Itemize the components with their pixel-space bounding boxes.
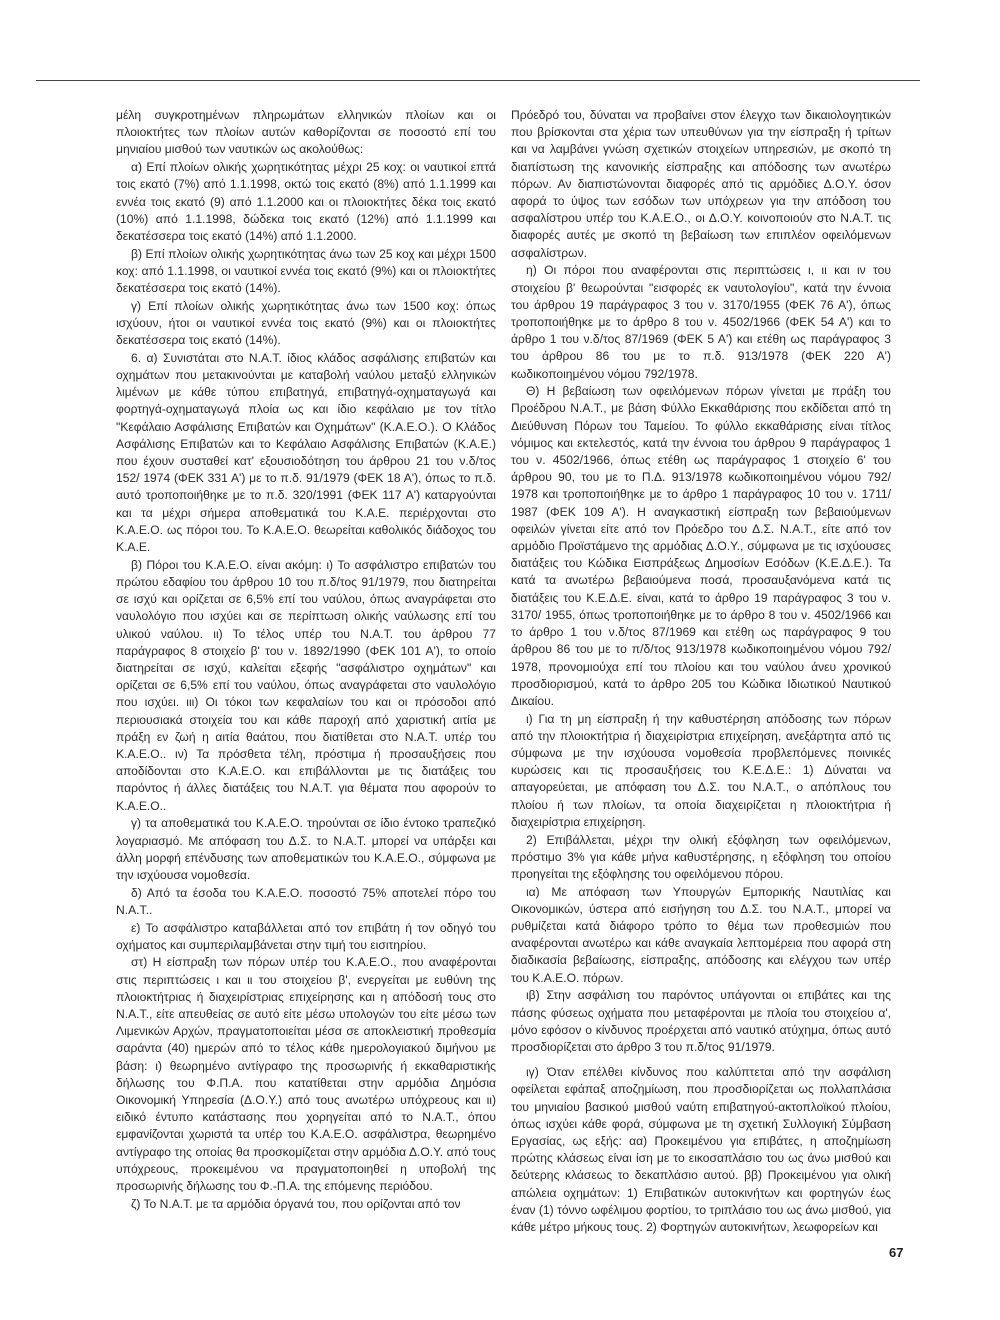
left-text-column [116,107,496,1214]
paragraph: Πρόεδρό του, δύναται να προβαίνει στον έλεγχο των δικαιολογητικών που βρίσκονται στα χέρια των υπευθύνων για την είσπραξη ή τρίτων και να λαμβάνει γνώση σχετικών στοιχείων υπηρεσιών, με σκοπό τη διαπίστωση της κανονικής είσπραξης και απόδοσης των ανωτέρω πόρων. Αν διαπιστώνονται διαφορές από τις αρμόδιες Δ.Ο.Υ. όσον αφορά το ύψος των εσόδων των υπόχρεων για την απόδοση του ασφαλίστρου υπέρ του Κ.Α.Ε.Ο., οι Δ.Ο.Υ. κοινοποιούν στο Ν.Α.Τ. τις διαφορές αυτές με σκοπό τη βεβαίωση των επιπλέον οφειλόμενων ασφαλίστρων. [511,108,891,260]
paragraph: β) Επί πλοίων ολικής χωρητικότητας άνω των 25 κοχ και μέχρι 1500 κοχ: από 1.1.1998, οι ναυτικοί εννέα τοις εκατό (9%) και οι πλοιοκτήτες δεκατέσσερα τοις εκατό (14%). [116,246,496,296]
page-number: 67 [889,1245,904,1260]
paragraph: 2) Επιβάλλεται, μέχρι την ολική εξόφληση των οφειλόμενων, πρόστιμο 3% για κάθε μήνα καθυστέρησης, η εξόφληση του οποίου προηγείται της εξόφλησης του οφειλόμενου πόρου. [511,832,891,881]
paragraph: 6. α) Συνιστάται στο Ν.Α.Τ. ίδιος κλάδος ασφάλισης επιβατών και οχημάτων που μετακινούνται με καταβολή ναύλου μεταξύ ελληνικών λιμένων με κάθε τύπου επιβατηγά, επιβατηγά-οχηματαγωγά και φορτηγά-οχηματαγωγά πλοία ως και ίδιο κεφάλαιο με τον τίτλο "Κεφάλαιο Ασφάλισης Επιβατών και Οχημάτων" (Κ.Α.Ε.Ο.). Ο Κλάδος Ασφάλισης Επιβατών και το Κεφάλαιο Ασφάλισης Επιβατών (Κ.Α.Ε.) που έχουν συσταθεί κατ' εξουσιοδότηση του άρθρου 21 του ν.δ/τος 152/ 1974 (ΦΕΚ 331 Α') με το π.δ. 91/1979 (ΦΕΚ 18 Α'), όπως το π.δ. αυτό τροποποιήθηκε με το π.δ. 320/1991 (ΦΕΚ 117 Α') καταργούνται και τα μέχρι σήμερα αποθεματικά του Κ.Α.Ε. περιέρχονται στο Κ.Α.Ε.Ο. ως πόροι του. Το Κ.Α.Ε.Ο. θεωρείται καθολικός διάδοχος του Κ.Α.Ε. [116,350,496,555]
paragraph: γ) τα αποθεματικά του Κ.Α.Ε.Ο. τηρούνται σε ίδιο έντοκο τραπεζικό λογαριασμό. Με απόφαση του Δ.Σ. το Ν.Α.Τ. μπορεί να υπάρξει και άλλη μορφή επένδυσης των αποθεματικών του Κ.Α.Ε.Ο., σύμφωνα με την ισχύουσα νομοθεσία. [116,816,496,882]
paragraph: α) Επί πλοίων ολικής χωρητικότητας μέχρι 25 κοχ: οι ναυτικοί επτά τοις εκατό (7%) από 1.1.1998, οκτώ τοις εκατό (8%) από 1.1.1999 και εννέα τοις εκατό (9) από 1.1.2000 και οι πλοιοκτήτες δέκα τοις εκατό (10%) από 1.1.1998, δώδεκα τοις εκατό (12%) από 1.1.1999 και δεκατέσσερα τοις εκατό (14%) από 1.1.2000. [116,160,496,243]
paragraph: η) Οι πόροι που αναφέρονται στις περιπτώσεις ι, ιι και ιν του στοιχείου β' θεωρούνται "εισφορές εκ ναυτολογίου", κατά την έννοια του άρθρου 19 παράγραφος 3 του ν. 3170/1955 (ΦΕΚ 76 Α'), όπως τροποποιήθηκε με το άρθρο 8 του ν. 4502/1966 (ΦΕΚ 54 Α') και το άρθρο 1 του ν.δ/τος 87/1969 (ΦΕΚ 5 Α') και ετέθη ως παράγραφος 3 του άρθρου 86 του με το π.δ. 913/1978 (ΦΕΚ 220 Α') κωδικοποιημένου νόμου 792/1978. [511,263,891,381]
paragraph: γ) Επί πλοίων ολικής χωρητικότητας άνω των 1500 κοχ: όπως ισχύουν, ήτοι οι ναυτικοί εννέα τοις εκατό (9%) και οι πλοιοκτήτες δεκατέσσερα τοις εκατό (14%). [116,298,496,348]
paragraph: β) Πόροι του Κ.Α.Ε.Ο. είναι ακόμη: ι) Το ασφάλιστρο επιβατών του πρώτου εδαφίου του άρθρου 10 του π.δ/τος 91/1979, που διατηρείται σε ισχύ και ορίζεται σε 6,5% επί του ναύλου, όπως αναγράφεται στο ναυλολόγιο που ισχύει και σε περίπτωση ολικής ναύλωσης επί του υλικού ναύλου. ιι) Το τέλος υπέρ του Ν.Α.Τ. του άρθρου 77 παράγραφος 8 στοιχείο β' του ν. 1892/1990 (ΦΕΚ 101 Α'), το οποίο διατηρείται σε ισχύ, καλείται εξεφής "ασφάλιστρο οχημάτων" και ορίζεται σε 6,5% επί του ναύλου, όπως αναγράφεται στο ναυλολόγιο που ισχύει. ιιι) Οι τόκοι των κεφαλαίων του και οι πρόσοδοι από περιουσιακά στοιχεία του και κάθε παροχή από χαριστική αιτία με πράξη εν ζωή η αιτία θαάτου, που διατίθεται στο Ν.Α.Τ. υπέρ του Κ.Α.Ε.Ο.. ιν) Τα πρόσθετα τέλη, πρόστιμα ή προσαυξήσεις που αποδίδονται στο Κ.Α.Ε.Ο. και επιβάλλονται με τις διατάξεις του παρόντος ή άλλες διατάξεις του Ν.Α.Τ. για θέματα που αφορούν το Κ.Α.Ε.Ο.. [116,557,496,813]
paragraph: μέλη συγκροτημένων πληρωμάτων ελληνικών πλοίων και οι πλοιοκτήτες των πλοίων αυτών καθορίζονται σε ποσοστό επί του μηνιαίου μισθού των ναυτικών ως ακολούθως: [116,108,496,157]
paragraph: Θ) Η βεβαίωση των οφειλόμενων πόρων γίνεται με πράξη του Προέδρου Ν.Α.Τ., με βάση Φύλλο Εκκαθάρισης που εκδίδεται από τη Διεύθυνση Πόρων του Ταμείου. Το φύλλο εκκαθάρισης είναι τίτλος νόμιμος και εκτελεστός, κατά την έννοια του άρθρου 9 παράγραφος 1 του ν. 4502/1966, όπως ετέθη ως παράγραφος 1 στοιχείο 6' του άρθρου 90, του με το Π.Δ. 913/1978 κωδικοποιημένου νόμου 792/ 1978 και τροποποιήθηκε με το άρθρο 1 παράγραφος 10 του ν. 1711/ 1987 (ΦΕΚ 109 Α'). Η αναγκαστική είσπραξη των βεβαιούμενων οφειλών γίνεται είτε από τον Πρόεδρο του Δ.Σ. Ν.Α.Τ., είτε από τον αρμόδιο Προϊστάμενο της αρμόδιας Δ.Ο.Υ., σύμφωνα με τις ισχύουσες διατάξεις του Κώδικα Εισπράξεως Δημοσίων Εσόδων (Κ.Ε.Δ.Ε.). Τα κατά τα ανωτέρω βεβαιούμενα ποσά, προσαυξανόμενα κατά τις διατάξεις του Κ.Ε.Δ.Ε. είναι, κατά το άρθρο 19 παράγραφος 3 του ν. 3170/ 1955, όπως τροποποιήθηκε με το άρθρο 8 του ν. 4502/1966 και το άρθρο 1 του ν.δ/τος 87/1969 και ετέθη ως παράγραφος 9 του άρθρου 86 του με το π/δ/τος 913/1978 κωδικοποιημένου νόμου 792/ 1978, προνομιούχα επί του πλοίου και του ναύλου άνευ χρονικού προσδιορισμού, κατά το άρθρο 205 του Κώδικα Ιδιωτικού Ναυτικού Δικαίου. [511,384,891,708]
header-rule [36,80,920,81]
paragraph: δ) Από τα έσοδα του Κ.Α.Ε.Ο. ποσοστό 75% αποτελεί πόρο του Ν.Α.Τ.. [116,885,496,917]
paragraph: στ) Η είσπραξη των πόρων υπέρ του Κ.Α.Ε.Ο., που αναφέρονται στις περιπτώσεις ι και ιι του στοιχείου β', ενεργείται με ευθύνη της πλοιοκτήτριας ή διαχειρίστριας επιχείρησης και η απόδοσή τους στο Ν.Α.Τ., είτε απευθείας σε αυτό είτε μέσω υπολογών του είτε μέσω των Λιμενικών Αρχών, πραγματοποιείται μέσα σε αποκλειστική προθεσμία σαράντα (40) ημερών από το τέλος κάθε ημερολογιακού διμήνου με βάση: ι) θεωρημένο αντίγραφο της προσωρινής ή εκκαθαριστικής δήλωσης του Φ.Π.Α. που κατατίθεται στην αρμόδια Δημόσια Οικονομική Υπηρεσία (Δ.Ο.Υ.) από τους ανωτέρω υπόχρεους και ιι) ειδικό έντυπο κατάστασης που χορηγείται από το Ν.Α.Τ., όπου εμφανίζονται χωριστά τα υπέρ του Κ.Α.Ε.Ο. ασφάλιστρα, θεωρημένο αντίγραφο της οποίας θα προσκομίζεται στην αρμόδια Δ.Ο.Υ. από τους υπόχρεους, προκειμένου να πραγματοποιηθεί η υποβολή της προσωρινής δήλωσης του Φ.-Π.Α. της επόμενης περιόδου. [116,955,496,1194]
paragraph: ε) Το ασφάλιστρο καταβάλλεται από τον επιβάτη ή τον οδηγό του οχήματος και συμπεριλαμβάνεται στην τιμή του εισιτηρίου. [116,920,496,952]
paragraph: ι) Για τη μη είσπραξη ή την καθυστέρηση απόδοσης των πόρων από την πλοιοκτήτρια ή διαχειρίστρια επιχείρηση, ανεξάρτητα από τις σύμφωνα με την ισχύουσα νομοθεσία προβλεπόμενες ποινικές κυρώσεις και τις προσαυξήσεις του Κ.Ε.Δ.Ε.: 1) Δύναται να απαγορεύεται, με απόφαση του Δ.Σ. του Ν.Α.Τ., ο απόπλους του πλοίου ή των πλοίων, τα οποία διαχειρίζεται η πλοιοκτήτρια ή διαχειρίστρια επιχείρηση. [511,711,891,829]
paragraph: ιγ) Όταν επέλθει κίνδυνος που καλύπτεται από την ασφάλιση οφείλεται εφάπαξ αποζημίωση, που προσδιορίζεται ως πολλαπλάσια του μηνιαίου βασικού μισθού ναύτη επιβατηγού-ακτοπλοϊκού πλοίου, όπως ισχύει κάθε φορά, σύμφωνα με τη σχετική Συλλογική Σύμβαση Εργασίας, ως εξής: αα) Προκειμένου για επιβάτες, η αποζημίωση πρώτης κλάσεως είναι ίση με το εικοσαπλάσιο του ως άνω μισθού και δεύτερης κλάσεως το δεκαπλάσιο αυτού. ββ) Προκειμένου για ολική απώλεια οχημάτων: 1) Επιβατικών αυτοκινήτων και φορτηγών έως έναν (1) τόννο ωφέλιμου φορτίου, το τριπλάσιο του ως άνω μισθού, για κάθε μέτρο μήκους τους. 2) Φορτηγών αυτοκινήτων, λεωφορείων και [511,1065,891,1234]
paragraph: ζ) Το Ν.Α.Τ. με τα αρμόδια όργανά του, που ορίζονται από τον [131,1196,461,1211]
paragraph: ια) Με απόφαση των Υπουργών Εμπορικής Ναυτιλίας και Οικονομικών, ύστερα από εισήγηση του Δ.Σ. του Ν.Α.Τ., μπορεί να ρυθμίζεται κατά διάφορο τρόπο το θέμα των προθεσμιών που αναφέρονται ανωτέρω και κάθε αναγκαία λεπτομέρεια που αφορά στη διαδικασία βεβαίωσης, είσπραξης, απόδοσης και ελέγχου των υπέρ του Κ.Α.Ε.Ο. πόρων. [511,884,891,985]
right-text-column [511,107,891,1237]
paragraph: ιβ) Στην ασφάλιση του παρόντος υπάγονται οι επιβάτες και της πάσης φύσεως οχήματα που μεταφέρονται με πλοία του στοιχείου α', μόνο εφόσον ο κίνδυνος προέρχεται από ναυτικό ατύχημα, όπως αυτό προσδιορίζεται στο άρθρο 3 του π.δ/τος 91/1979. [511,988,891,1054]
